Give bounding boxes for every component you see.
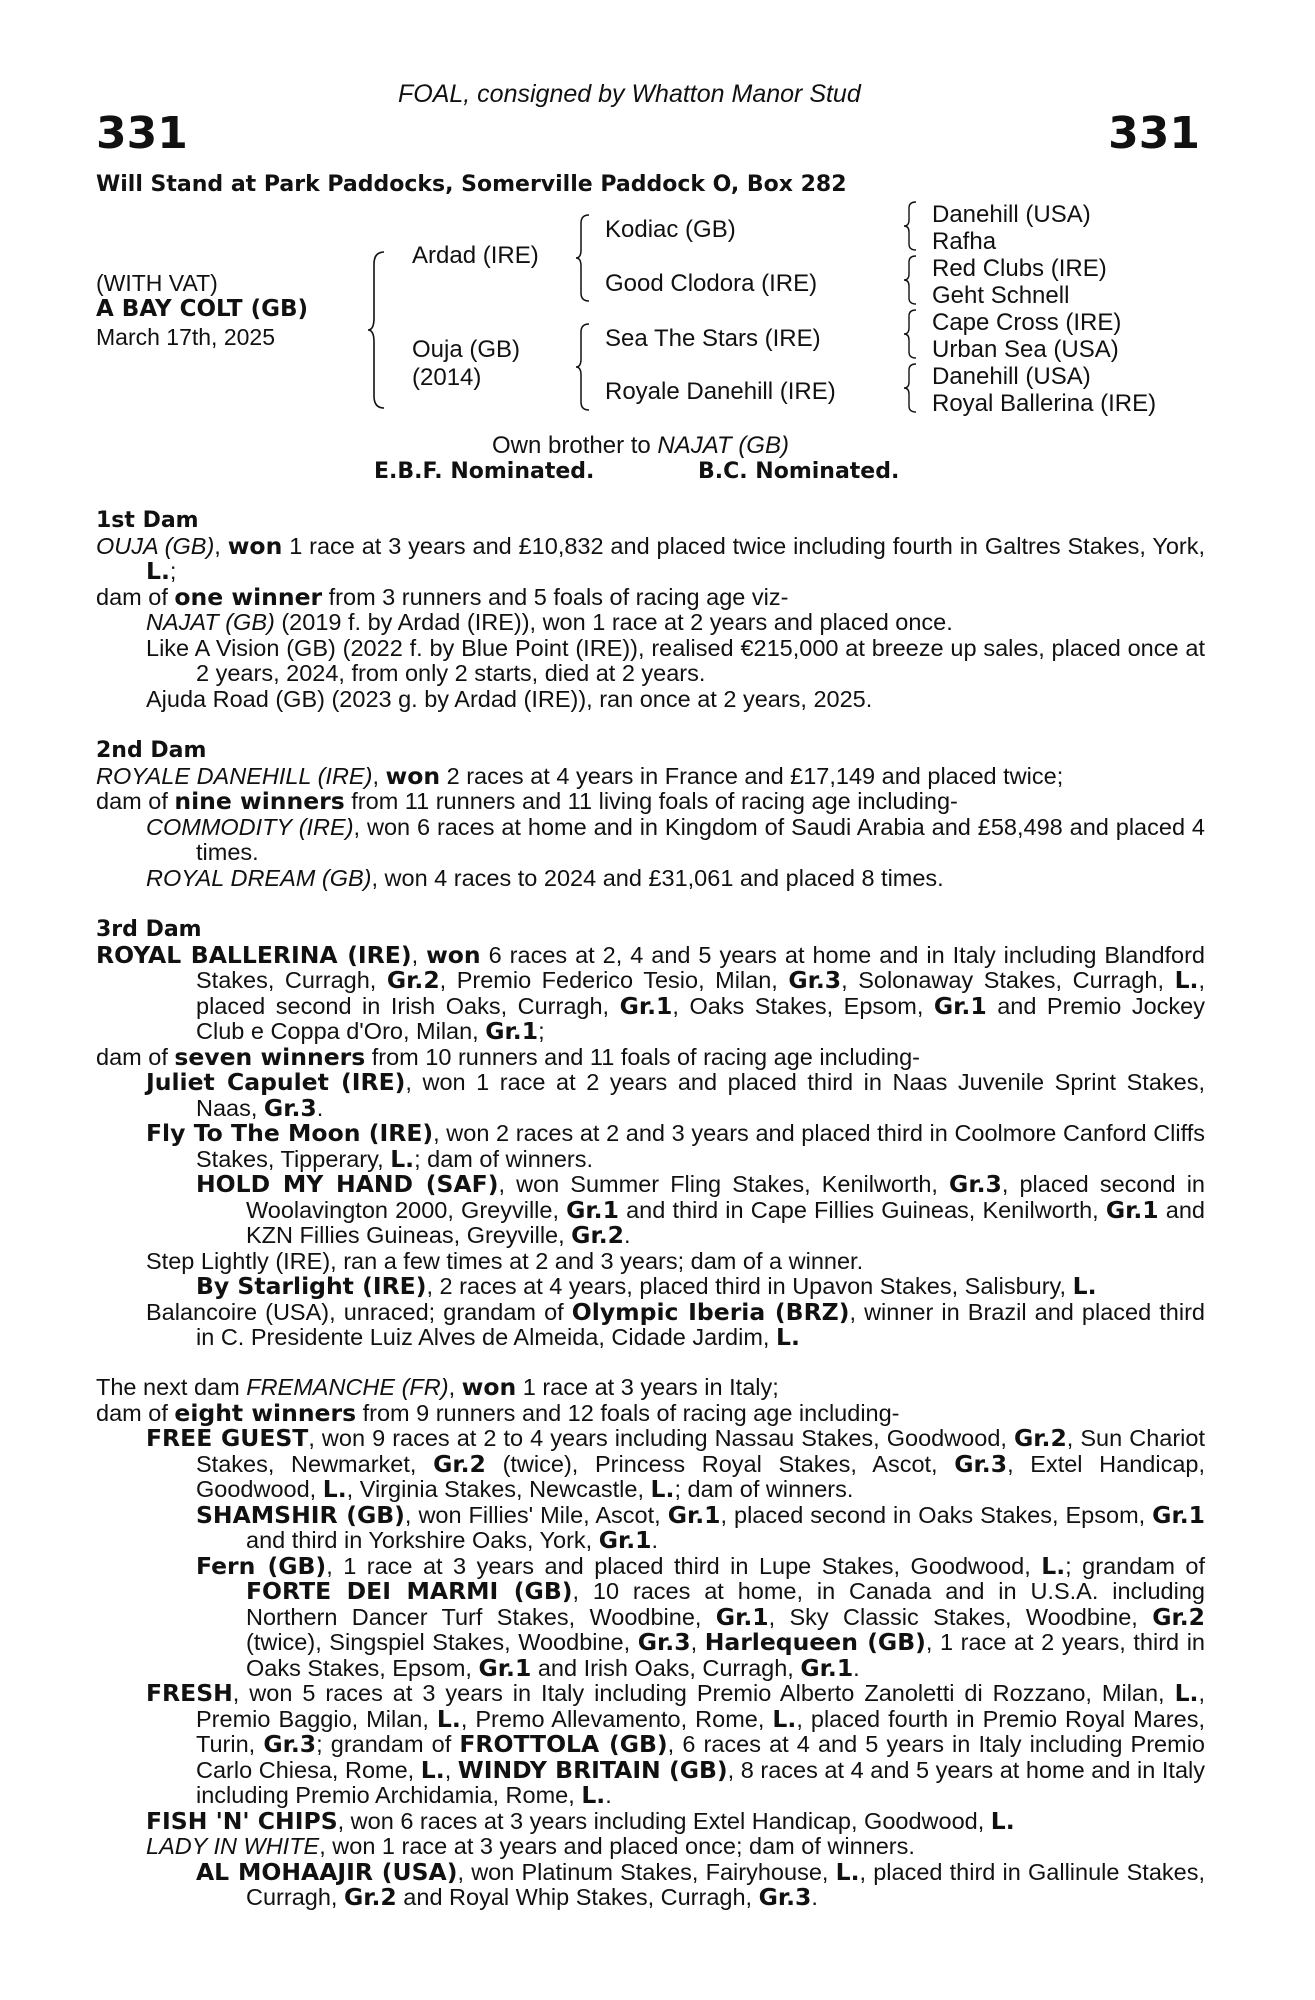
produce-free-guest: FREE GUEST, won 9 races at 2 to 4 years including Nassau Stakes, Goodwood, Gr.2, Sun Chariot Stakes, Newmarket, Gr.2 (twice), Princess Royal Stakes, Ascot, Gr.3, Extel Handicap, Goodwood, L., Virginia Stakes, Newcastle, L.; dam of winners. <box>146 1424 1206 1503</box>
first-dam-section <box>96 508 1205 712</box>
sire-brace <box>575 213 593 303</box>
produce-najat: NAJAT (GB) (2019 f. by Ardad (IRE)), won 1 race at 2 years and placed once. <box>146 609 953 635</box>
second-dam-section <box>96 738 1205 891</box>
produce-commodity: COMMODITY (IRE), won 6 races at home and in Kingdom of Saudi Arabia and £58,498 and placed 4 times. <box>146 813 1205 865</box>
produce-step-lightly: Step Lightly (IRE), ran a few times at 2 and 3 years; dam of a winner. <box>146 1247 864 1274</box>
produce-by-starlight: By Starlight (IRE), 2 races at 4 years, placed third in Upavon Stakes, Salisbury, L. <box>196 1272 1097 1300</box>
stand-location: Will Stand at Park Paddocks, Somerville Paddock O, Box 282 <box>96 172 847 197</box>
brace-g3 <box>903 308 919 360</box>
lot-number-left: 331 <box>96 108 188 159</box>
dam-brace <box>575 322 593 412</box>
brace-g1 <box>903 200 919 252</box>
dam-sire-sire: Cape Cross (IRE) <box>932 309 1122 336</box>
dam: Ouja (GB) <box>412 336 521 363</box>
sire: Ardad (IRE) <box>412 242 539 269</box>
sire-dam-sire: Red Clubs (IRE) <box>932 255 1107 282</box>
dam-dam-sire: Danehill (USA) <box>932 363 1091 390</box>
first-dam-heading: 1st Dam <box>96 508 199 533</box>
own-brother-note: Own brother to NAJAT (GB) <box>492 432 789 459</box>
consignor-line: FOAL, consigned by Whatton Manor Stud <box>398 80 861 108</box>
sire-dam-dam: Geht Schnell <box>932 282 1070 309</box>
produce-royal-dream: ROYAL DREAM (GB), won 4 races to 2024 and £31,061 and placed 8 times. <box>146 864 944 891</box>
first-dam-record: OUJA (GB), won 1 race at 3 years and £10,832 and placed twice including fourth in Galtres Stakes, York, L.; <box>96 531 1206 585</box>
dam-sire-dam: Urban Sea (USA) <box>932 336 1119 363</box>
dam-year: (2014) <box>412 364 482 391</box>
third-dam-heading: 3rd Dam <box>96 917 202 942</box>
produce-like-a-vision: Like A Vision (GB) (2022 f. by Blue Point (IRE)), realised €215,000 at breeze up sales, placed once at 2 years, 2024, from only 2 starts, died at 2 years. <box>146 634 1205 686</box>
sire-sire-dam: Rafha <box>932 228 997 255</box>
produce-shamshir: SHAMSHIR (GB), won Fillies' Mile, Ascot, Gr.1, placed second in Oaks Stakes, Epsom, Gr.1 and third in Yorkshire Oaks, York, Gr.1. <box>196 1500 1205 1554</box>
produce-lady-in-white: LADY IN WHITE, won 1 race at 3 years and placed once; dam of winners. <box>146 1833 915 1859</box>
next-dam-section <box>96 1375 1205 1911</box>
next-dam-record: The next dam FREMANCHE (FR), won 1 race at 3 years in Italy; <box>96 1373 779 1401</box>
lot-number-right: 331 <box>1108 108 1200 159</box>
horse-name: A BAY COLT (GB) <box>96 296 309 322</box>
bc-nominated: B.C. Nominated. <box>698 459 900 484</box>
third-dam-section <box>96 917 1205 1351</box>
dam-dam: Royale Danehill (IRE) <box>605 378 836 405</box>
produce-fly-to-the-moon: Fly To The Moon (IRE), won 2 races at 2 and 3 years and placed third in Coolmore Canford Cliffs Stakes, Tipperary, L.; dam of winners. <box>146 1119 1205 1173</box>
second-dam-record: ROYALE DANEHILL (IRE), won 2 races at 4 years in France and £17,149 and placed twice; <box>96 761 1064 790</box>
second-dam-produce-summary: dam of nine winners from 11 runners and 11 living foals of racing age including- <box>96 787 958 815</box>
produce-fresh: FRESH, won 5 races at 3 years in Italy including Premio Alberto Zanoletti di Rozzano, Milan, L., Premio Baggio, Milan, L., Premo Allevamento, Rome, L., placed fourth in Premio Royal Mares, Turin, Gr.3; grandam of FROTTOLA (GB), 6 races at 4 and 5 years in Italy including Premio Carlo Chiesa, Rome, L., WINDY BRITAIN (GB), 8 races at 4 and 5 years at home and in Italy including Premio Archidamia, Rome, L.. <box>146 1679 1205 1809</box>
produce-ajuda-road: Ajuda Road (GB) (2023 g. by Ardad (IRE)), ran once at 2 years, 2025. <box>146 685 873 712</box>
pedigree-brace <box>366 250 388 410</box>
produce-fish-n-chips: FISH 'N' CHIPS, won 6 races at 3 years including Extel Handicap, Goodwood, L. <box>146 1806 1015 1835</box>
produce-fern: Fern (GB), 1 race at 3 years and placed third in Lupe Stakes, Goodwood, L.; grandam of FORTE DEI MARMI (GB), 10 races at home, in Canada and in U.S.A. including Northern Dancer Turf Stakes, Woodbine, Gr.1, Sky Classic Stakes, Woodbine, Gr.2 (twice), Singspiel Stakes, Woodbine, Gr.3, Harlequeen (GB), 1 race at 2 years, third in Oaks Stakes, Epsom, Gr.1 and Irish Oaks, Curragh, Gr.1. <box>196 1551 1206 1682</box>
produce-juliet-capulet: Juliet Capulet (IRE), won 1 race at 2 years and placed third in Naas Juvenile Sprint Stakes, Naas, Gr.3. <box>146 1068 1205 1122</box>
first-dam-produce-summary: dam of one winner from 3 runners and 5 foals of racing age viz- <box>96 582 789 611</box>
produce-balancoire: Balancoire (USA), unraced; grandam of Olympic Iberia (BRZ), winner in Brazil and placed third in C. Presidente Luiz Alves de Almeida, Cidade Jardim, L. <box>146 1297 1205 1351</box>
next-dam-produce-summary: dam of eight winners from 9 runners and 12 foals of racing age including- <box>96 1398 900 1427</box>
sire-dam: Good Clodora (IRE) <box>605 270 818 297</box>
sire-sire-sire: Danehill (USA) <box>932 201 1091 228</box>
second-dam-heading: 2nd Dam <box>96 738 207 763</box>
brace-g2 <box>903 254 919 306</box>
brace-g4 <box>903 362 919 414</box>
third-dam-produce-summary: dam of seven winners from 10 runners and 11 foals of racing age including- <box>96 1042 920 1071</box>
produce-hold-my-hand: HOLD MY HAND (SAF), won Summer Fling Stakes, Kenilworth, Gr.3, placed second in Woolavington 2000, Greyville, Gr.1 and third in Cape Fillies Guineas, Kenilworth, Gr.1 and KZN Fillies Guineas, Greyville, Gr.2. <box>196 1170 1206 1249</box>
ebf-nominated: E.B.F. Nominated. <box>374 459 595 484</box>
produce-al-mohaajir: AL MOHAAJIR (USA), won Platinum Stakes, Fairyhouse, L., placed third in Gallinule Stakes, Curragh, Gr.2 and Royal Whip Stakes, Curragh, Gr.3. <box>196 1857 1205 1911</box>
vat-note: (WITH VAT) <box>96 270 218 296</box>
foaling-date: March 17th, 2025 <box>96 324 276 350</box>
dam-dam-dam: Royal Ballerina (IRE) <box>932 390 1157 417</box>
third-dam-record: ROYAL BALLERINA (IRE), won 6 races at 2, 4 and 5 years at home and in Italy including Blandford Stakes, Curragh, Gr.2, Premio Federico Tesio, Milan, Gr.3, Solonaway Stakes, Curragh, L., placed second in Irish Oaks, Curragh, Gr.1, Oaks Stakes, Epsom, Gr.1 and Premio Jockey Club e Coppa d'Oro, Milan, Gr.1; <box>96 940 1206 1045</box>
sire-sire: Kodiac (GB) <box>605 216 736 243</box>
dam-sire: Sea The Stars (IRE) <box>605 325 821 352</box>
